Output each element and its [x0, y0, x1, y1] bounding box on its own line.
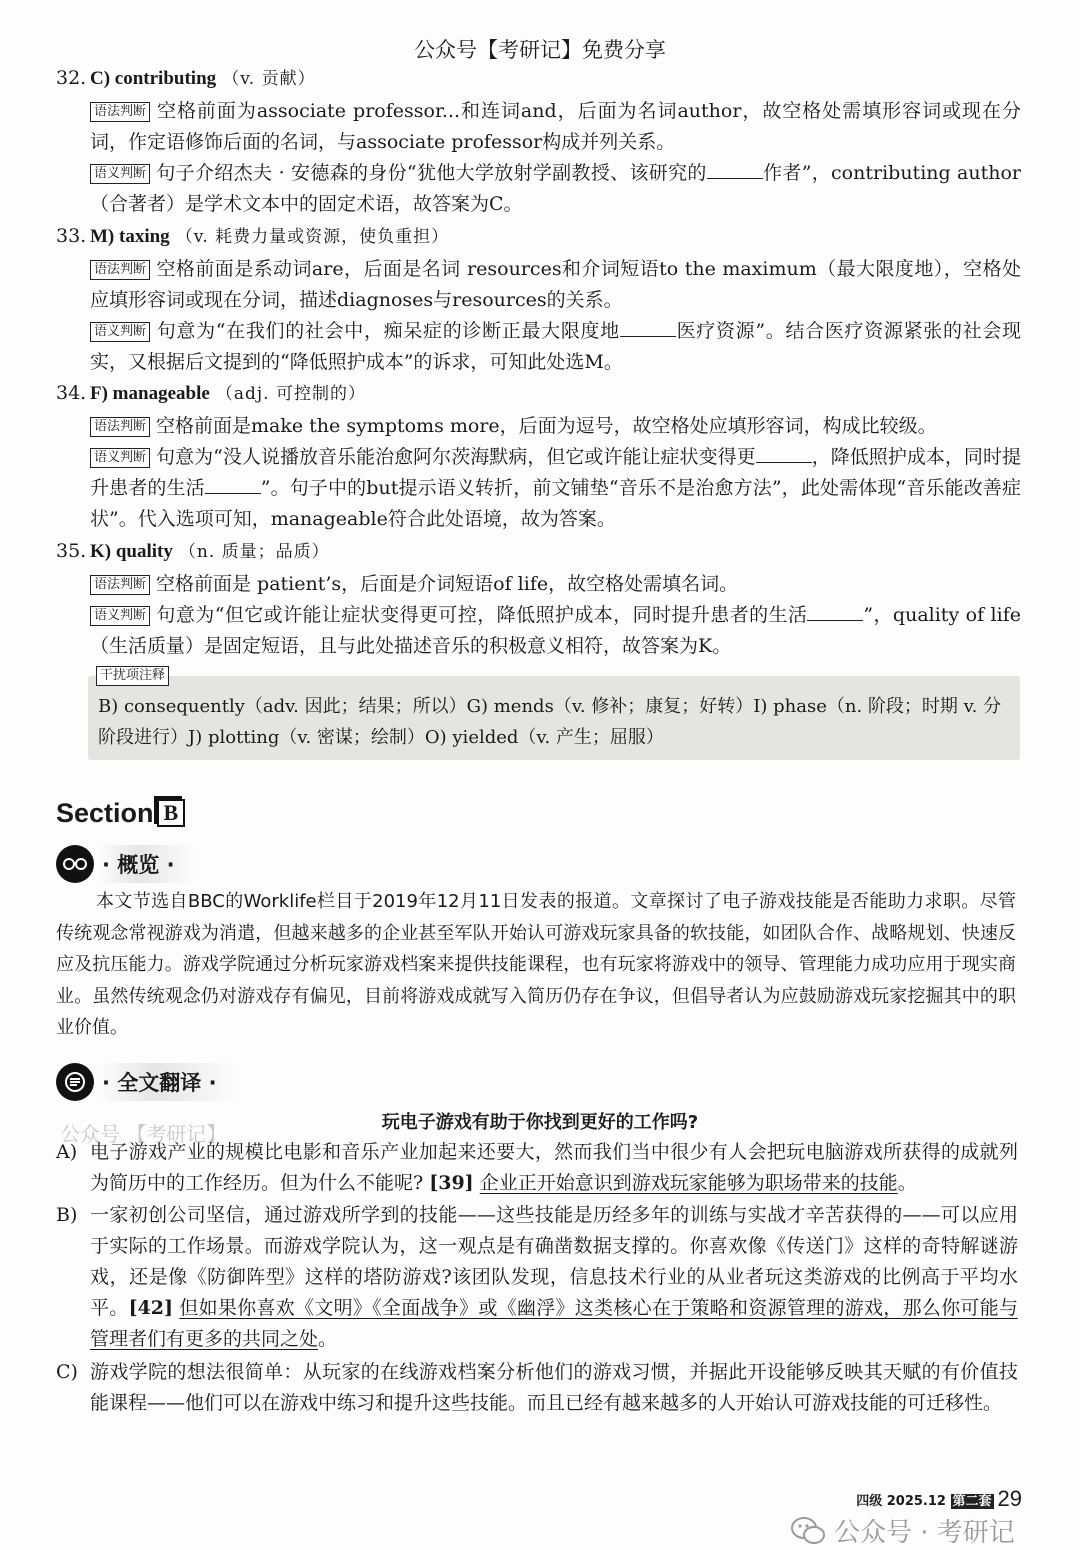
- paragraph-b: [56, 1200, 1018, 1355]
- answer-gloss: （v. 贡献）: [222, 69, 316, 89]
- paragraph-letter: B): [56, 1204, 78, 1226]
- overview-badge: [56, 844, 197, 884]
- distractor-box: [88, 676, 1020, 760]
- answer-number: 34.: [56, 382, 87, 404]
- paragraph-letter: C): [56, 1361, 78, 1383]
- grammar-tag: 语法判断: [90, 417, 150, 437]
- article-title: 玩电子游戏有助于你找到更好的工作吗?: [381, 1112, 699, 1133]
- answer-34: [56, 378, 1021, 535]
- answer-title: [56, 378, 1021, 409]
- paragraph-body: [90, 1137, 1018, 1199]
- semantic-text: ，降低照护成本，同时提升患者的生活: [90, 446, 1021, 499]
- paragraph-body: [90, 1200, 1018, 1355]
- answer-word: M) taxing: [90, 226, 170, 247]
- answer-title: [56, 221, 1021, 252]
- document-icon: [56, 1063, 94, 1101]
- answer-gloss: （v. 耗费力量或资源，使负重担）: [175, 227, 450, 247]
- answer-blank: [620, 322, 676, 337]
- paragraph-text: 游戏学院的想法很简单：从玩家的在线游戏档案分析他们的游戏习惯，并据此开设能够反映其天赋的有价值技能课程——他们可以在游戏中练习和提升这些技能。而且已经有越来越多的人开始认可游戏技能的可迁移性。: [90, 1361, 1018, 1414]
- paragraph-c: [56, 1357, 1018, 1419]
- answer-number: 33.: [56, 225, 87, 247]
- translation-label: · 全文翻译 ·: [98, 1063, 239, 1101]
- page-header: 公众号【考研记】免费分享: [414, 38, 666, 62]
- underlined-answer: 但如果你喜欢《文明》《全面战争》或《幽浮》这类核心在于策略和资源管理的游戏，那么你可能与管理者们有更多的共同之处: [90, 1297, 1018, 1350]
- paragraph-text: 。: [318, 1328, 338, 1350]
- paragraph-text: 一家初创公司坚信，通过游戏所学到的技能——这些技能是历经多年的训练与实战才辛苦获得的——可以应用于实际的工作场景。而游戏学院认为，这一观点是有确凿数据支撑的。你喜欢像《传送门》这样的奇特解谜游戏，还是像《防御阵型》这样的塔防游戏?该团队发现，信息技术行业的从业者玩这类游戏的比例高于平均水平。: [90, 1204, 1018, 1319]
- semantic-tag: 语义判断: [90, 164, 150, 184]
- answer-gloss: （adj. 可控制的）: [215, 384, 366, 404]
- semantic-note: [90, 316, 1021, 378]
- paragraph-text: 。: [897, 1172, 917, 1194]
- grammar-tag: 语法判断: [90, 575, 150, 595]
- answer-word: C) contributing: [90, 68, 217, 89]
- semantic-note: [90, 442, 1021, 535]
- answer-blank: [756, 448, 812, 463]
- question-ref: [42]: [128, 1297, 173, 1319]
- page-footer: [856, 1486, 1022, 1512]
- watermark-text: 公众号 · 考研记: [834, 1518, 1015, 1548]
- answer-blank: [807, 606, 863, 621]
- overview-label: · 概览 ·: [98, 845, 197, 883]
- answer-word: K) quality: [90, 541, 173, 562]
- grammar-text: 空格前面为associate professor...和连词and，后面为名词author，故空格处需填形容词或现在分词，作定语修饰后面的名词，与associate professor构成并列关系。: [90, 100, 1021, 153]
- issue-text: 四级 2025.12: [856, 1493, 946, 1509]
- semantic-text: 句意为“没人说播放音乐能治愈阿尔茨海默病，但它或许能让症状变得更: [156, 446, 756, 468]
- answer-blank: [205, 479, 261, 494]
- semantic-tag: 语义判断: [90, 448, 150, 468]
- answer-number: 35.: [56, 540, 87, 562]
- page-number: 29: [997, 1486, 1022, 1511]
- semantic-text: 医疗资源”。结合医疗资源紧张的社会现实，又根据后文提到的“降低照护成本”的诉求，可知此处选M。: [90, 320, 1022, 373]
- semantic-note: [90, 600, 1021, 662]
- paragraph-body: [90, 1357, 1018, 1419]
- grammar-text: 空格前面是系动词are，后面是名词 resources和介词短语to the maximum（最大限度地），空格处应填形容词或现在分词，描述diagnoses与resources的关系。: [90, 258, 1021, 311]
- semantic-text: 句意为“但它或许能让症状变得更可控，降低照护成本，同时提升患者的生活: [156, 604, 808, 626]
- grammar-text: 空格前面是 patient’s，后面是介词短语of life，故空格处需填名词。: [156, 573, 739, 595]
- semantic-text: 句子介绍杰夫 · 安德森的身份“犹他大学放射学副教授、该研究的: [156, 162, 707, 184]
- answer-33: [56, 221, 1021, 378]
- glasses-icon: [56, 845, 94, 883]
- semantic-text: 句意为“在我们的社会中，痴呆症的诊断正最大限度地: [156, 320, 620, 342]
- issue-set: 第二套: [952, 1493, 992, 1509]
- answer-word: F) manageable: [90, 383, 210, 404]
- issue-label: [856, 1490, 993, 1509]
- answer-blank: [707, 164, 763, 179]
- semantic-text: ”，quality of life（生活质量）是固定短语，且与此处描述音乐的积极意义相符，故答案为K。: [90, 604, 1021, 657]
- grammar-note: [90, 96, 1021, 158]
- answer-35: [56, 536, 1021, 662]
- semantic-tag: 语义判断: [90, 322, 150, 342]
- answer-title: [56, 536, 1021, 567]
- grammar-note: [90, 411, 1021, 442]
- grammar-note: [90, 254, 1021, 316]
- distractor-text: B) consequently（adv. 因此；结果；所以）G) mends（v. 修补；康复；好转）I) phase（n. 阶段；时期 v. 分阶段进行）J) plotting（v. 密谋；绘制）O) yielded（v. 产生；屈服）: [98, 696, 1002, 748]
- overview-text: 本文节选自BBC的Worklife栏目于2019年12月11日发表的报道。文章探讨了电子游戏技能是否能助力求职。尽管传统观念常视游戏为消遣，但越来越多的企业甚至军队开始认可游戏玩家具备的软技能，如团队合作、战略规划、快速反应及抗压能力。游戏学院通过分析玩家游戏档案来提供技能课程，也有玩家将游戏中的领导、管理能力成功应用于现实商业。虽然传统观念仍对游戏存有偏见，目前将游戏成就写入简历仍存在争议，但倡导者认为应鼓励游戏玩家挖掘其中的职业价值。: [56, 891, 1016, 1038]
- wechat-icon: [790, 1516, 826, 1546]
- grammar-tag: 语法判断: [90, 260, 150, 280]
- paragraph-a: [56, 1137, 1018, 1199]
- answer-number: 32.: [56, 67, 87, 89]
- answer-title: [56, 63, 1021, 94]
- bottom-watermark: [790, 1512, 1015, 1549]
- semantic-text: 作者”，contributing author（合著者）是学术文本中的固定术语，故答案为C。: [90, 162, 1021, 215]
- grammar-tag: 语法判断: [90, 102, 150, 122]
- paragraph-text: 电子游戏产业的规模比电影和音乐产业加起来还要大，然而我们当中很少有人会把玩电脑游戏所获得的成就列为简历中的工作经历。但为什么不能呢?: [90, 1141, 1018, 1194]
- underlined-answer: 企业正开始意识到游戏玩家能够为职场带来的技能: [479, 1172, 898, 1194]
- paragraph-letter: A): [56, 1141, 78, 1163]
- semantic-note: [90, 158, 1021, 220]
- watermark: 公众号 【考研记】: [60, 1122, 227, 1146]
- section-title: Section: [56, 798, 154, 828]
- answer-gloss: （n. 质量；品质）: [178, 542, 330, 562]
- grammar-note: [90, 569, 1021, 600]
- semantic-tag: 语义判断: [90, 606, 150, 626]
- distractor-tag: 干扰项注释: [96, 666, 169, 686]
- answer-32: [56, 63, 1021, 220]
- grammar-text: 空格前面是make the symptoms more，后面为逗号，故空格处应填形容词，构成比较级。: [156, 415, 937, 437]
- translation-badge: [56, 1062, 239, 1102]
- question-ref: [39]: [429, 1172, 474, 1194]
- semantic-text: ”。句子中的but提示语义转折，前文铺垫“音乐不是治愈方法”，此处需体现“音乐能改善症状”。代入选项可知，manageable符合此处语境，故为答案。: [90, 477, 1021, 530]
- section-heading: [56, 798, 185, 829]
- section-letter: B: [157, 799, 186, 827]
